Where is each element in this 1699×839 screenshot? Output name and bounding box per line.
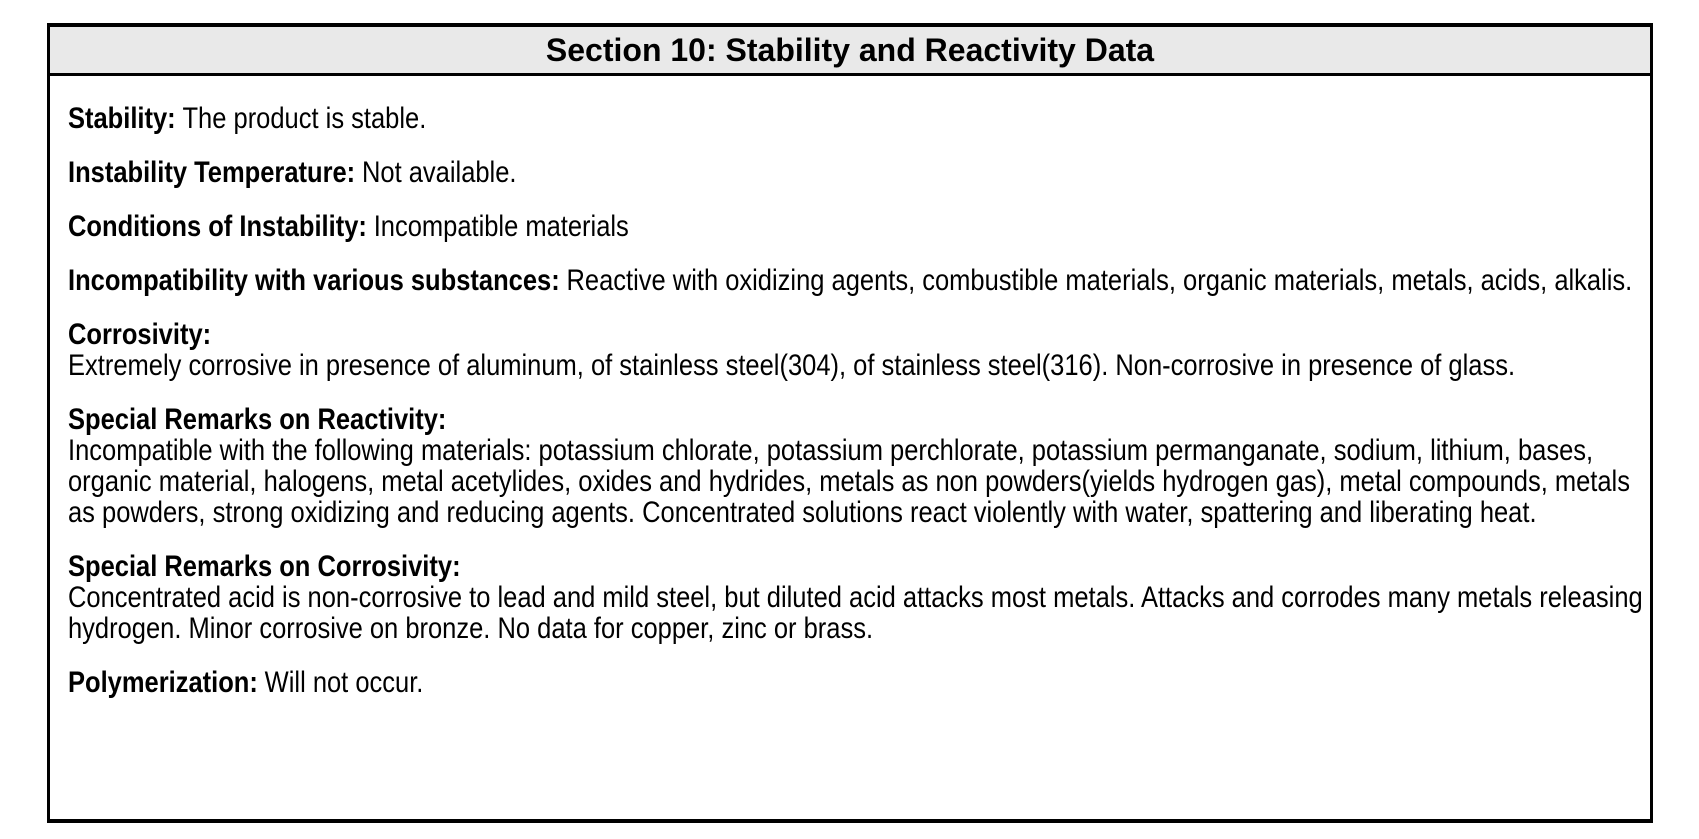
field-label: Special Remarks on Corrosivity: [68,550,461,583]
field-row [68,404,1649,528]
field-label: Stability: [68,102,176,135]
field-label: Conditions of Instability: [68,210,367,243]
field-row [68,103,1649,134]
field-row [68,551,1649,644]
field-value: Not available. [361,156,517,189]
field-value: The product is stable. [182,102,427,135]
field-row [68,157,1649,188]
field-row [68,211,1649,242]
fields-list [68,103,1649,698]
field-label: Corrosivity: [68,318,212,351]
field-value: Incompatible with the following materials: potassium chlorate, potassium perchlorate, potassium permanganate, sodium, lithium, bases, organic material, halogens, metal acetylides, oxides and hydrides, metals as non powders(yields hydrogen gas), metal compounds, metals as powders, strong oxidizing and reducing agents. Concentrated solutions react violently with water, spattering and liberating heat. [68,434,1630,529]
field-label: Polymerization: [68,666,258,699]
field-value: Reactive with oxidizing agents, combustible materials, organic materials, metals, acids, alkalis. [566,264,1633,297]
field-row [68,265,1649,296]
field-value: Concentrated acid is non-corrosive to lead and mild steel, but diluted acid attacks most metals. Attacks and corrodes many metals releasing hydrogen. Minor corrosive on bronze. No data for copper, zinc or brass. [68,581,1643,645]
section-title: Section 10: Stability and Reactivity Data [545,31,1155,68]
msds-section-box [47,23,1653,823]
field-row [68,319,1649,381]
field-label: Instability Temperature: [68,156,356,189]
field-value: Incompatible materials [373,210,629,243]
section-header [50,27,1650,76]
field-label: Special Remarks on Reactivity: [68,403,447,436]
field-value: Extremely corrosive in presence of aluminum, of stainless steel(304), of stainless steel(316). Non-corrosive in presence of glass. [68,349,1516,382]
field-label: Incompatibility with various substances: [68,264,560,297]
field-value: Will not occur. [264,666,424,699]
section-body [50,76,1650,698]
field-row [68,667,1649,698]
